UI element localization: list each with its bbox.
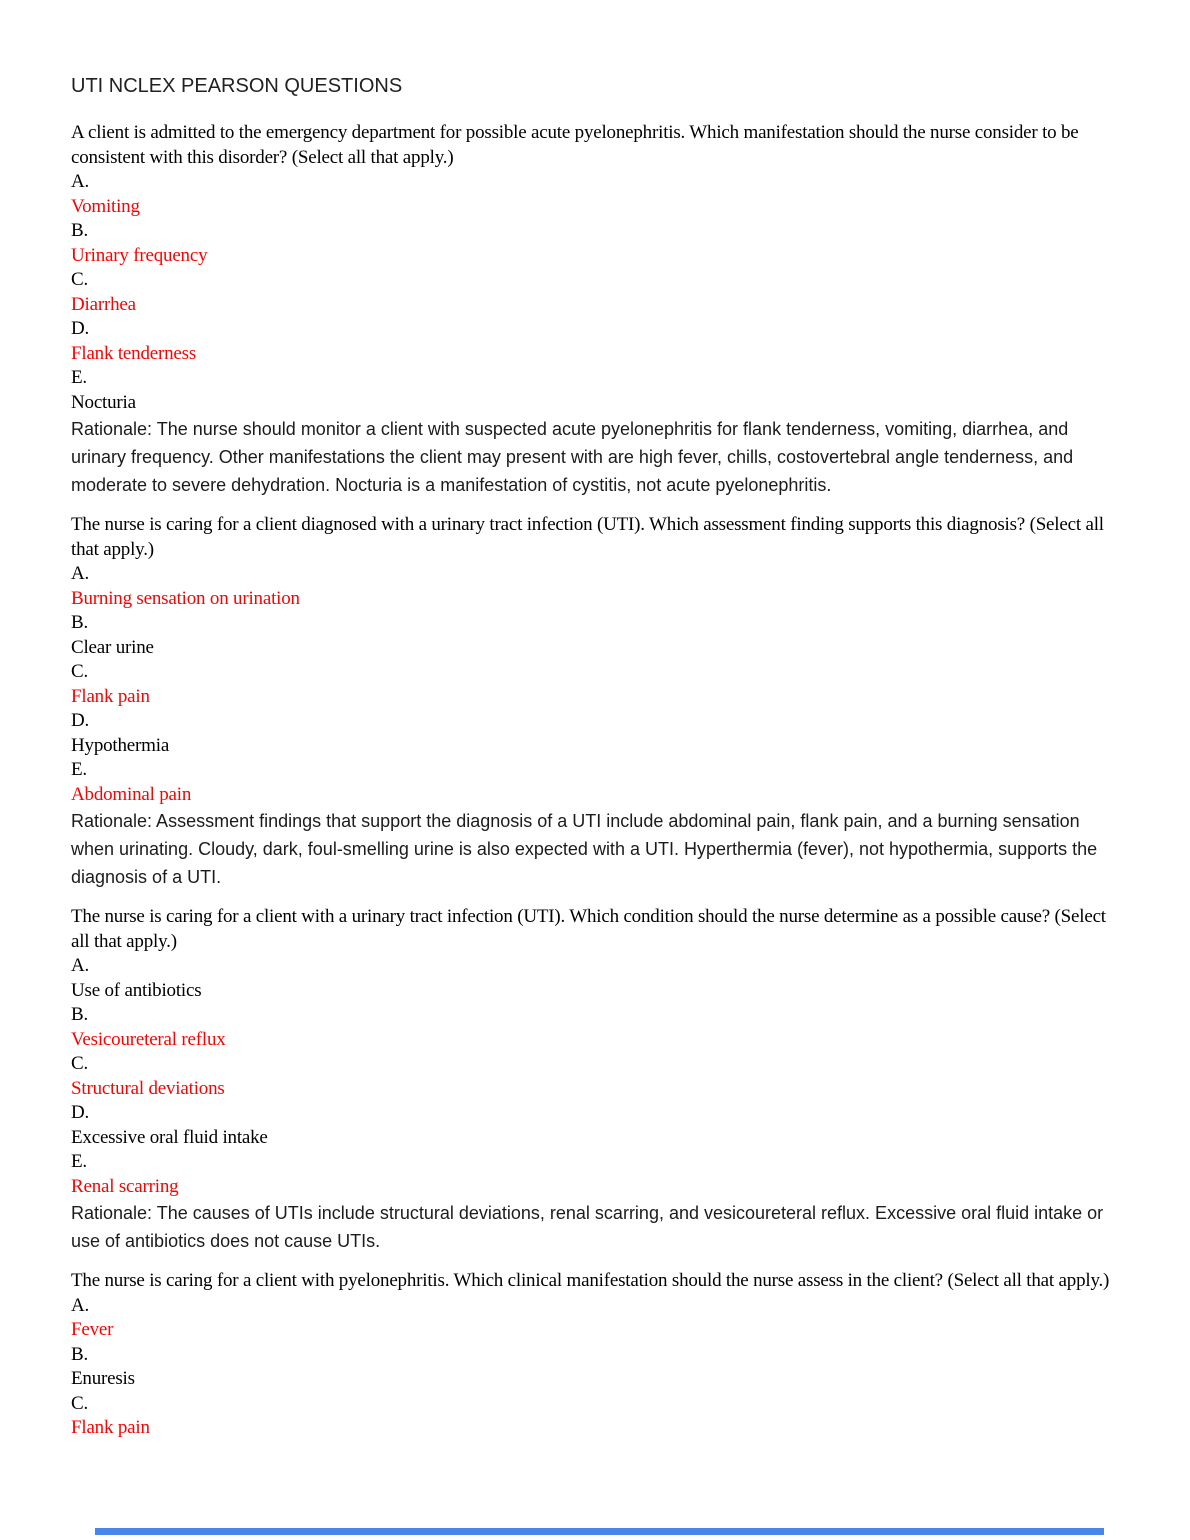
option-text: Use of antibiotics (71, 979, 202, 1001)
option-text: Enuresis (71, 1368, 135, 1389)
question-stem: The nurse is caring for a client diagnosed with a urinary tract infection (UTI). Which assessment finding supports this diagnosis? (Select all that apply.) (71, 514, 1104, 560)
option-letter: A. (71, 171, 90, 192)
option-text: Flank pain (71, 685, 150, 707)
option-text: Abdominal pain (71, 783, 192, 805)
option-text: Clear urine (71, 636, 154, 658)
question-block (71, 121, 1116, 499)
question-rationale: Rationale: The nurse should monitor a client with suspected acute pyelonephritis for flank tenderness, vomiting, diarrhea, and urinary frequency. Other manifestations the client may present with are high fever, chills, costovertebral angle tenderness, and moderate to severe dehydration. Nocturia is a manifestation of cystitis, not acute pyelonephritis. (71, 419, 1074, 495)
option-text: Structural deviations (71, 1077, 225, 1099)
option-letter: A. (71, 955, 90, 976)
option-text: Fever (71, 1319, 114, 1340)
option-text: Urinary frequency (71, 244, 208, 266)
option-letter: D. (71, 1102, 90, 1123)
option-letter: C. (71, 1392, 89, 1414)
question-block (71, 513, 1116, 891)
question-rationale: Rationale: Assessment findings that support the diagnosis of a UTI include abdominal pain, flank pain, and a burning sensation when urinating. Cloudy, dark, foul-smelling urine is also expected with a UTI. Hyperthermia (fever), not hypothermia, supports the diagnosis of a UTI. (71, 811, 1098, 887)
option-letter: C. (71, 269, 89, 290)
option-letter: E. (71, 367, 87, 388)
option-letter: C. (71, 1053, 89, 1074)
option-letter: B. (71, 220, 89, 241)
question-block (71, 1269, 1116, 1441)
option-text: Burning sensation on urination (71, 587, 300, 609)
option-text: Excessive oral fluid intake (71, 1126, 268, 1148)
option-letter: E. (71, 1151, 87, 1172)
option-text: Renal scarring (71, 1175, 179, 1197)
option-text: Flank pain (71, 1417, 150, 1438)
option-letter: B. (71, 1343, 89, 1365)
question-stem: A client is admitted to the emergency department for possible acute pyelonephritis. Which manifestation should the nurse consider to be consistent with this disorder? (Select all that apply.) (71, 122, 1079, 168)
question-rationale: Rationale: The causes of UTIs include structural deviations, renal scarring, and vesicoureteral reflux. Excessive oral fluid intake or use of antibiotics does not cause UTIs. (71, 1203, 1104, 1251)
option-letter: B. (71, 1004, 89, 1025)
page-bottom-bar (95, 1528, 1104, 1535)
option-letter: C. (71, 661, 89, 682)
question-stem: The nurse is caring for a client with a urinary tract infection (UTI). Which condition should the nurse determine as a possible cause? (Select all that apply.) (71, 906, 1106, 952)
option-letter: D. (71, 710, 90, 731)
option-text: Vesicoureteral reflux (71, 1028, 226, 1050)
questions-container (71, 121, 1116, 1441)
document-title: UTI NCLEX PEARSON QUESTIONS (71, 75, 403, 97)
option-letter: B. (71, 612, 89, 633)
option-text: Diarrhea (71, 293, 136, 315)
document-content (71, 74, 1116, 1455)
question-block (71, 905, 1116, 1255)
option-text: Hypothermia (71, 734, 170, 756)
option-letter: E. (71, 759, 87, 780)
option-text: Nocturia (71, 391, 136, 413)
option-letter: A. (71, 563, 90, 584)
option-letter: A. (71, 1294, 90, 1316)
option-text: Flank tenderness (71, 342, 197, 364)
option-letter: D. (71, 318, 90, 339)
option-text: Vomiting (71, 195, 140, 217)
question-stem: The nurse is caring for a client with pyelonephritis. Which clinical manifestation should the nurse assess in the client? (Select all that apply.) (71, 1270, 1110, 1291)
